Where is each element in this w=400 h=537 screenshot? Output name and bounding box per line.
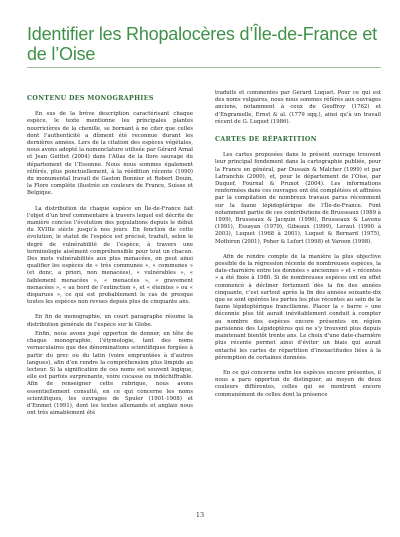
paragraph: En fin de monographie, un court paragraphe résume la distribution générale de l’espèce sur le Globe. xyxy=(27,314,193,328)
paragraph: En sus de la brève description caractérisant chaque espèce, le texte mentionne les principales plantes nourricières de la chenille, se bornant à ne citer que celles dont l’authenticité a dûment été reconnue durant les dernières années. Lors de la citation des espèces végétales, nous avons adopté la nomenclature utilisée par Gérard Arnal et Jean Guittet (2004) dans l’Atlas de la flore sauvage du département de l’Essonne. Nous nous sommes également référés, plus ponctuellement, à la réédition récente (1990) du monumental travail de Gaston Bonnier et Robert Douin, la Flore complète illustrée en couleurs de France, Suisse et Belgique. xyxy=(27,111,193,197)
page-number: 13 xyxy=(195,511,205,519)
paragraph: traduits et commentés par Gérard Luquet. Pour ce qui est des noms vulgaires, nous nous sommes référés aux ouvrages anciens, notamment à ceux de Geoffroy (1762) et d’Engramelle, Ernst & al. (1779 sqq.), ainsi qu’à un travail récent de G. Luquet (1986). xyxy=(215,90,381,125)
section-heading-cartes: CARTES DE RÉPARTITION xyxy=(215,136,317,144)
paragraph: Les cartes proposées dans le présent ouvrage trouvent leur principal fondement dans la cartographie publiée, pour la France en général, par Dussaix & Malcher (1999) et par Lafranchis (2000), et, pour le département de l’Oise, par Duquef, Fournal & Prunot (2004). Les informations renfermées dans ces ouvrages ont été complétées et affinées par la compilation de nombreux travaux parus récemment sur la faune lépidoptérique de l’Île-de-France. Font notamment partie de ces contributions de Brusseaux (1989 à 1999), Brusseaux & Jacquin (1996), Brusseaux & Lavenu (1991), Essayan (1979), Gibeaux (1999), Leraut (1990 à 2003), Luquet (1968 à 2001), Luquet & Bernard (1975), Mothiron (2001), Poher & Lefort (1998) et Varoon (1998). xyxy=(215,152,381,245)
section-heading-monographies: CONTENU DES MONOGRAPHIES xyxy=(27,95,154,102)
right-column xyxy=(215,90,381,500)
paragraph: Afin de rendre compte de la manière la plus objective possible de la régression récente de nombreuses espèces, la date-charnière entre les données « anciennes » et « récentes » a été fixée à 1980. Si de nombreuses espèces ont en effet commencé à décliner fortement dès la fin des années cinquante, c’est surtout après la fin des années soixante-dix que se sont opérées les pertes les plus récentes au sein de la faune lépidoptérique francilienne. Placer la « barre » une décennie plus tôt aurait inévitablement conduit à compter au nombre des espèces encore présentes en région parisienne des Lépidoptères qui ne s’y trouvent plus depuis maintenant bientôt trente ans. Le choix d’une date-charnière plus récente permet ainsi d’éviter un biais qui aurait entaché les cartes de répartition d’inexactitudes liées à la péremption de certaines données. xyxy=(215,253,381,361)
title-rule xyxy=(27,67,381,68)
paragraph: En ce qui concerne enfin les espèces encore présentes, il nous a paru opportun de distinguer, au moyen de deux couleurs différentes, celles qui se montrent encore communément de celles dont la présence xyxy=(215,369,381,398)
left-column xyxy=(27,95,193,505)
paragraph: La distribution de chaque espèce en Île-de-France fait l’objet d’un bref commentaire à travers lequel est décrite de manière concise l’évolution des populations depuis le début du XVIIIe siècle jusqu’à nos jours. En fonction de cette évolution, le statut de l’espèce est précisé, traduit, selon le degré de vulnérabilité de l’espèce, à travers une terminologie aisément compréhensible pour tout un chacun. Des mots vulnérabilités aux plus menacées, on peut ainsi qualifier les espèces de « très communes », « communes » (et donc, a priori, non menacées), « vulnérables », « faiblement menacées », « menacées », « gravement menacées », « au bord de l’extinction », et « éteintes » ou « disparues », ce qui est probablement le cas de presque toutes les espèces non revues depuis plus de cinquante ans. xyxy=(27,205,193,306)
page-title: Identifier les Rhopalocères d’Île-de-France et de l’Oise xyxy=(27,24,377,64)
paragraph: Enfin, nous avons jugé opportun de donner, en tête de chaque monographie, l’étymologie, tant des noms vernaculaires que des dénominations scientifiques forgées à partir du grec ou du latin (voire empruntées à d’autres langues), afin d’en rendre la compréhension plus limpide au lecteur. Si la signification de ces noms est souvent logique, elle est parfois surprenante, voire cocasse ou indéchiffrable. Afin de renseigner cette rubrique, nous avons essentiellement consulté, en ce qui concerne les noms scientifiques, les ouvrages de Spuler (1901-1908) et d’Emmet (1991), dont les textes allemands et anglais nous ont très aimablement été xyxy=(27,330,193,417)
